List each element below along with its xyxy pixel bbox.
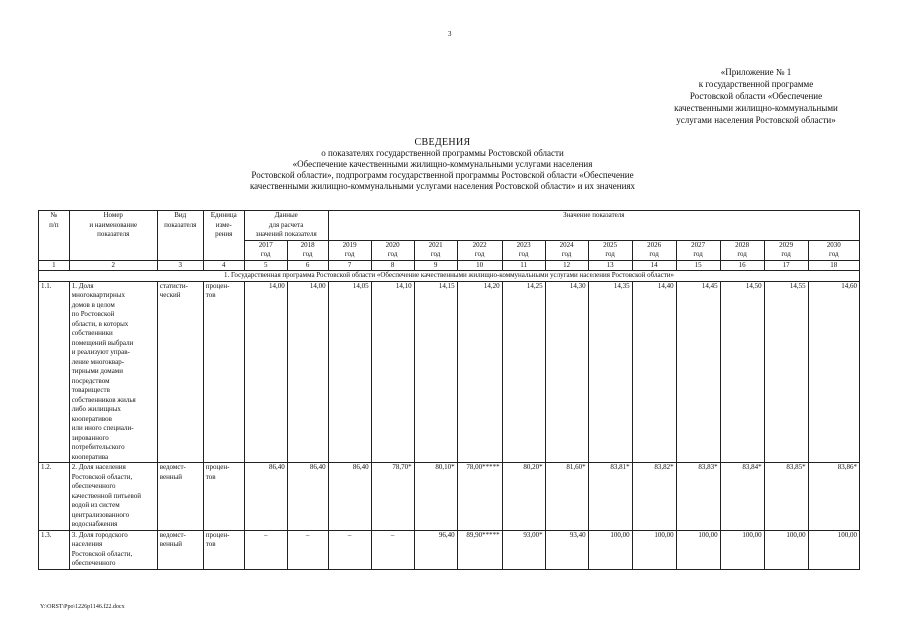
- year-header-cell: [720, 240, 764, 260]
- cell-line: процен-: [205, 281, 230, 290]
- cell-line: тов: [205, 472, 216, 481]
- year-header-cell: [545, 240, 588, 260]
- column-number: 5: [244, 260, 287, 271]
- year-header-cell: [808, 240, 859, 260]
- column-number: 18: [808, 260, 859, 271]
- cell-line: ведомст-: [159, 463, 186, 471]
- header-text: значений показателя: [255, 230, 317, 238]
- value-cell: 86,40: [244, 463, 287, 531]
- year-label: 2021: [428, 240, 443, 249]
- cell-line: водой из систем: [71, 501, 120, 509]
- cell-line: потребительского: [71, 443, 125, 451]
- year-header-cell: [632, 240, 676, 260]
- value-cell: 83,81*: [588, 463, 632, 531]
- cell-line: и реализуют управ-: [71, 348, 130, 356]
- year-label: 2020: [385, 240, 400, 249]
- value-cell: 14,40: [632, 281, 676, 463]
- year-header-cell: [588, 240, 632, 260]
- column-number-row: [39, 260, 860, 271]
- value-cell: –: [371, 530, 414, 569]
- cell-line: ведомст-: [159, 530, 186, 539]
- value-cell: 100,00: [720, 530, 764, 569]
- column-number: 10: [457, 260, 502, 271]
- cell-line: населения: [71, 540, 103, 548]
- cell-line: собственников жилья: [71, 395, 136, 404]
- cell-line: венный: [159, 540, 183, 548]
- value-cell: 78,00*****: [457, 463, 502, 531]
- header-text: Вид: [174, 211, 187, 219]
- column-number: 3: [157, 260, 203, 271]
- year-header-cell: [287, 240, 328, 260]
- cell-line: товариществ: [71, 386, 110, 394]
- table-row: [39, 281, 860, 463]
- title-line: о показателях государственной программы Ростовской области: [321, 148, 564, 158]
- column-number: 12: [545, 260, 588, 271]
- year-word: год: [781, 250, 791, 258]
- year-label: 2029: [779, 240, 794, 249]
- year-label: 2028: [735, 240, 750, 249]
- cell-line: централизованного: [71, 510, 130, 519]
- column-number: 8: [371, 260, 414, 271]
- value-cell: 100,00: [632, 530, 676, 569]
- year-word: год: [649, 250, 659, 258]
- value-cell: 100,00: [808, 530, 859, 569]
- page-number: 3: [448, 30, 452, 38]
- column-number: 13: [588, 260, 632, 271]
- value-cell: 93,40: [545, 530, 588, 569]
- cell-line: обеспеченного: [71, 482, 116, 490]
- value-cell: 78,70*: [371, 463, 414, 531]
- indicator-unit: [203, 463, 244, 531]
- table-row: [39, 463, 860, 531]
- cell-line: тов: [205, 291, 216, 299]
- header-text: Единица: [210, 211, 237, 219]
- year-label: 2018: [300, 240, 315, 249]
- year-label: 2030: [826, 240, 841, 249]
- value-cell: 80,10*: [414, 463, 457, 531]
- value-cell: 83,84*: [720, 463, 764, 531]
- value-cell: 83,82*: [632, 463, 676, 531]
- title-heading: СВЕДЕНИЯ: [414, 137, 471, 148]
- indicator-unit: [203, 530, 244, 569]
- header-name: [69, 211, 157, 261]
- value-cell: 14,00: [244, 281, 287, 463]
- cell-line: либо жилищных: [71, 405, 121, 413]
- year-word: год: [518, 250, 529, 258]
- year-word: год: [344, 250, 355, 258]
- value-cell: –: [328, 530, 371, 569]
- value-cell: 14,00: [287, 281, 328, 463]
- year-word: год: [693, 250, 703, 258]
- cell-line: процен-: [205, 463, 230, 471]
- header-num: [39, 211, 70, 261]
- year-header-cell: [328, 240, 371, 260]
- value-cell: 14,45: [676, 281, 720, 463]
- cell-line: Ростовской области,: [71, 549, 133, 558]
- value-cell: 100,00: [676, 530, 720, 569]
- file-path: Y:\ORST\Ppo\1226p1146.f22.docx: [40, 604, 125, 610]
- header-value: Значение показателя: [328, 211, 859, 241]
- year-word: год: [260, 250, 271, 258]
- cell-line: ческий: [159, 291, 181, 299]
- value-cell: 86,40: [287, 463, 328, 531]
- header-text: показателя: [97, 230, 130, 238]
- indicator-kind: [157, 281, 203, 463]
- header-unit: [203, 211, 244, 261]
- value-cell: 14,35: [588, 281, 632, 463]
- value-cell: 81,60*: [545, 463, 588, 531]
- value-cell: –: [244, 530, 287, 569]
- value-cell: 89,90*****: [457, 530, 502, 569]
- header-data-for-calc: [244, 211, 328, 241]
- cell-line: многоквартирных: [71, 291, 125, 299]
- value-cell: 100,00: [764, 530, 808, 569]
- cell-line: процен-: [205, 530, 230, 539]
- year-word: год: [737, 250, 747, 258]
- cell-line: статисти-: [159, 281, 188, 290]
- year-header-cell: [502, 240, 545, 260]
- appendix-line: услугами населения Ростовской области»: [676, 115, 836, 125]
- table-row: [39, 530, 860, 569]
- year-word: год: [302, 250, 313, 258]
- header-text: показателя: [164, 220, 197, 229]
- value-cell: 100,00: [588, 530, 632, 569]
- column-number: 17: [764, 260, 808, 271]
- appendix-line: «Приложение № 1: [720, 67, 792, 77]
- year-label: 2024: [559, 240, 574, 249]
- cell-line: Ростовской области,: [71, 472, 133, 481]
- year-header-cell: [764, 240, 808, 260]
- header-kind: [157, 211, 203, 261]
- value-cell: 14,50: [720, 281, 764, 463]
- cell-line: посредством: [71, 376, 110, 385]
- header-row: [39, 211, 860, 241]
- year-word: год: [474, 250, 485, 258]
- year-header-cell: [457, 240, 502, 260]
- cell-line: ление многоквар-: [71, 357, 125, 366]
- indicators-table: [38, 210, 860, 570]
- column-number: 16: [720, 260, 764, 271]
- cell-line: тов: [205, 540, 216, 548]
- cell-line: венный: [159, 472, 183, 481]
- cell-line: или иного специали-: [71, 424, 134, 432]
- column-number: 2: [69, 260, 157, 271]
- year-header-cell: [371, 240, 414, 260]
- year-header-cell: [414, 240, 457, 260]
- indicator-name: [69, 281, 157, 463]
- appendix-line: Ростовской области «Обеспечение: [689, 91, 823, 101]
- value-cell: 14,10: [371, 281, 414, 463]
- value-cell: 86,40: [328, 463, 371, 531]
- year-label: 2019: [342, 240, 357, 249]
- column-number: 1: [39, 260, 70, 271]
- cell-line: обеспеченного: [71, 559, 116, 567]
- header-text: и наименование: [89, 220, 138, 229]
- cell-line: помещений выбрали: [71, 338, 134, 347]
- appendix-line: к государственной программе: [698, 79, 814, 89]
- year-label: 2017: [258, 240, 273, 249]
- cell-line: зированного: [71, 433, 109, 442]
- title-line: «Обеспечение качественными жилищно-коммунальными услугами населения: [292, 159, 593, 169]
- indicator-name: [69, 530, 157, 569]
- appendix-note: [640, 66, 872, 126]
- cell-line: водоснабжения: [71, 520, 118, 528]
- value-cell: 80,20*: [502, 463, 545, 531]
- cell-line: 3. Доля городского: [71, 530, 128, 539]
- row-number: 1.3.: [39, 530, 70, 569]
- indicator-kind: [157, 530, 203, 569]
- year-label: 2022: [472, 240, 487, 249]
- header-text: Номер: [103, 211, 123, 219]
- value-cell: 14,15: [414, 281, 457, 463]
- year-word: год: [605, 250, 615, 258]
- indicator-unit: [203, 281, 244, 463]
- cell-line: области, в которых: [71, 319, 129, 328]
- column-number: 11: [502, 260, 545, 271]
- value-cell: 14,25: [502, 281, 545, 463]
- year-label: 2026: [647, 240, 662, 249]
- year-label: 2023: [516, 240, 531, 249]
- cell-line: по Ростовской: [71, 310, 115, 318]
- header-text: №: [50, 211, 58, 219]
- year-label: 2027: [691, 240, 706, 249]
- value-cell: 83,86*: [808, 463, 859, 531]
- indicator-kind: [157, 463, 203, 531]
- header-text: Данные: [274, 211, 298, 219]
- row-number: 1.1.: [39, 281, 70, 463]
- column-number: 9: [414, 260, 457, 271]
- year-label: 2025: [603, 240, 618, 249]
- year-word: год: [430, 250, 441, 258]
- value-cell: 83,83*: [676, 463, 720, 531]
- column-number: 6: [287, 260, 328, 271]
- title-line: качественными жилищно-коммунальными услугами населения Ростовской области» и их значениях: [249, 181, 636, 191]
- appendix-line: качественными жилищно-коммунальными: [674, 103, 838, 113]
- value-cell: 93,00*: [502, 530, 545, 569]
- column-number: 14: [632, 260, 676, 271]
- program-title: 1. Государственная программа Ростовской области «Обеспечение качественными жилищно-коммунальными услугами населения Ростовской области»: [39, 271, 860, 282]
- header-text: для расчета: [268, 220, 304, 229]
- document-title: [205, 137, 680, 192]
- value-cell: 83,85*: [764, 463, 808, 531]
- cell-line: кооператива: [71, 452, 109, 461]
- indicator-name: [69, 463, 157, 531]
- row-number: 1.2.: [39, 463, 70, 531]
- header-text: рения: [215, 230, 233, 238]
- header-text: изме-: [215, 220, 232, 229]
- year-header-cell: [244, 240, 287, 260]
- value-cell: 14,20: [457, 281, 502, 463]
- cell-line: качественной питьевой: [71, 491, 142, 500]
- column-number: 7: [328, 260, 371, 271]
- cell-line: собственники: [71, 329, 113, 337]
- cell-line: 2. Доля населения: [71, 463, 126, 471]
- year-header-cell: [676, 240, 720, 260]
- year-word: год: [387, 250, 398, 258]
- column-number: 4: [203, 260, 244, 271]
- value-cell: 14,55: [764, 281, 808, 463]
- cell-line: тирными домами: [71, 367, 123, 375]
- column-number: 15: [676, 260, 720, 271]
- value-cell: –: [287, 530, 328, 569]
- program-row: [39, 271, 860, 282]
- value-cell: 14,30: [545, 281, 588, 463]
- value-cell: 14,60: [808, 281, 859, 463]
- title-line: Ростовской области», подпрограмм государственной программы Ростовской области «Обеспечение: [251, 170, 634, 180]
- cell-line: кооперативов: [71, 414, 112, 423]
- cell-line: 1. Доля: [71, 281, 94, 290]
- year-word: год: [829, 250, 839, 258]
- value-cell: 14,05: [328, 281, 371, 463]
- header-text: п/п: [49, 220, 59, 229]
- value-cell: 96,40: [414, 530, 457, 569]
- cell-line: домов в целом: [71, 300, 115, 309]
- year-word: год: [561, 250, 572, 258]
